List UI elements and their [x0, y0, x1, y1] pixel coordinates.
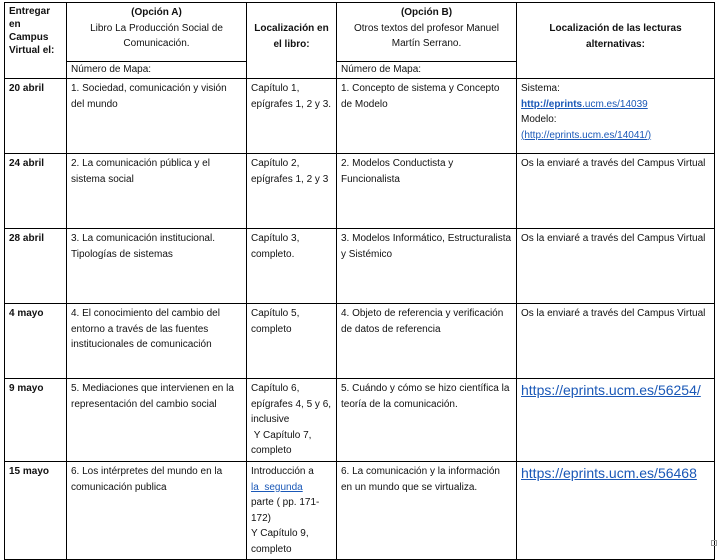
- option-b-map: 3. Modelos Informático, Estructuralista y Sistémico: [337, 229, 517, 304]
- book-location-underlined: la segunda: [251, 481, 303, 493]
- option-a-map: 4. El conocimiento del cambio del entorno a través de las fuentes institucionales de comunicación: [67, 304, 247, 379]
- option-a-header: [67, 3, 247, 62]
- delivery-date: 15 mayo: [5, 462, 67, 560]
- book-location-line: parte ( pp. 171-172): [251, 497, 320, 524]
- alt-location-header: [517, 3, 715, 79]
- table-row: [5, 154, 715, 229]
- alt-location-title: Localización de las lecturas alternativas:: [549, 23, 682, 50]
- option-b-map-label: Número de Mapa:: [337, 62, 517, 79]
- book-location: [247, 462, 337, 560]
- option-b-map: 4. Objeto de referencia y verificación de datos de referencia: [337, 304, 517, 379]
- option-a-map-label: Número de Mapa:: [67, 62, 247, 79]
- option-a-map: 5. Mediaciones que intervienen en la representación del cambio social: [67, 379, 247, 462]
- alt-location: Os la enviaré a través del Campus Virtual: [517, 229, 715, 304]
- option-b-map: 6. La comunicación y la información en un mundo que se virtualiza.: [337, 462, 517, 560]
- table-row: [5, 229, 715, 304]
- sistema-link[interactable]: http://eprints.ucm.es/14039: [521, 98, 648, 110]
- sistema-label: Sistema:: [521, 83, 560, 94]
- book-location: [247, 379, 337, 462]
- table-row: [5, 79, 715, 154]
- option-a-map: 2. La comunicación pública y el sistema social: [67, 154, 247, 229]
- option-b-title: (Opción B): [400, 7, 453, 18]
- option-b-subtitle: Otros textos del profesor Manuel Martín Serrano.: [353, 22, 500, 49]
- book-location-header: [247, 3, 337, 79]
- deliver-date-header: Entregar en Campus Virtual el:: [5, 3, 67, 79]
- alt-location: [517, 379, 715, 462]
- reading-schedule-table: [4, 2, 715, 560]
- book-location: Capítulo 1, epígrafes 1, 2 y 3.: [247, 79, 337, 154]
- modelo-link[interactable]: (http://eprints.ucm.es/14041/): [521, 129, 652, 141]
- option-b-map: 5. Cuándo y cómo se hizo científica la teoría de la comunicación.: [337, 379, 517, 462]
- book-location: Capítulo 5, completo: [247, 304, 337, 379]
- delivery-date: 4 mayo: [5, 304, 67, 379]
- alt-location: Os la enviaré a través del Campus Virtual: [517, 304, 715, 379]
- alt-location: Os la enviaré a través del Campus Virtual: [517, 154, 715, 229]
- delivery-date: 24 abril: [5, 154, 67, 229]
- book-location: Capítulo 2, epígrafes 1, 2 y 3: [247, 154, 337, 229]
- delivery-date: 28 abril: [5, 229, 67, 304]
- book-location: Capítulo 3, completo.: [247, 229, 337, 304]
- book-location-title: Localización en el libro:: [254, 23, 329, 50]
- eprints-link[interactable]: https://eprints.ucm.es/56254/: [521, 382, 701, 398]
- page-corner-mark: [711, 540, 717, 546]
- option-a-title: (Opción A): [131, 7, 182, 18]
- book-location-line: Y Capítulo 7, completo: [251, 429, 315, 456]
- option-b-header: [337, 3, 517, 62]
- book-location-line: Y Capítulo 9, completo: [251, 528, 309, 555]
- option-a-subtitle: Libro La Producción Social de Comunicación.: [90, 22, 223, 49]
- table-row: [5, 462, 715, 560]
- option-a-map: 3. La comunicación institucional. Tipologías de sistemas: [67, 229, 247, 304]
- option-b-map: 2. Modelos Conductista y Funcionalista: [337, 154, 517, 229]
- table-row: [5, 379, 715, 462]
- modelo-label: Modelo:: [521, 114, 557, 125]
- delivery-date: 9 mayo: [5, 379, 67, 462]
- book-location-line: Capítulo 6, epígrafes 4, 5 y 6, inclusive: [251, 383, 332, 425]
- header-row: [5, 3, 715, 62]
- alt-location: [517, 79, 715, 154]
- option-b-map: 1. Concepto de sistema y Concepto de Modelo: [337, 79, 517, 154]
- option-a-map: 1. Sociedad, comunicación y visión del mundo: [67, 79, 247, 154]
- delivery-date: 20 abril: [5, 79, 67, 154]
- book-location-line: Introducción a: [251, 466, 314, 477]
- option-a-map: 6. Los intérpretes del mundo en la comunicación publica: [67, 462, 247, 560]
- eprints-link[interactable]: https://eprints.ucm.es/56468: [521, 465, 697, 481]
- table-row: [5, 304, 715, 379]
- alt-location: [517, 462, 715, 560]
